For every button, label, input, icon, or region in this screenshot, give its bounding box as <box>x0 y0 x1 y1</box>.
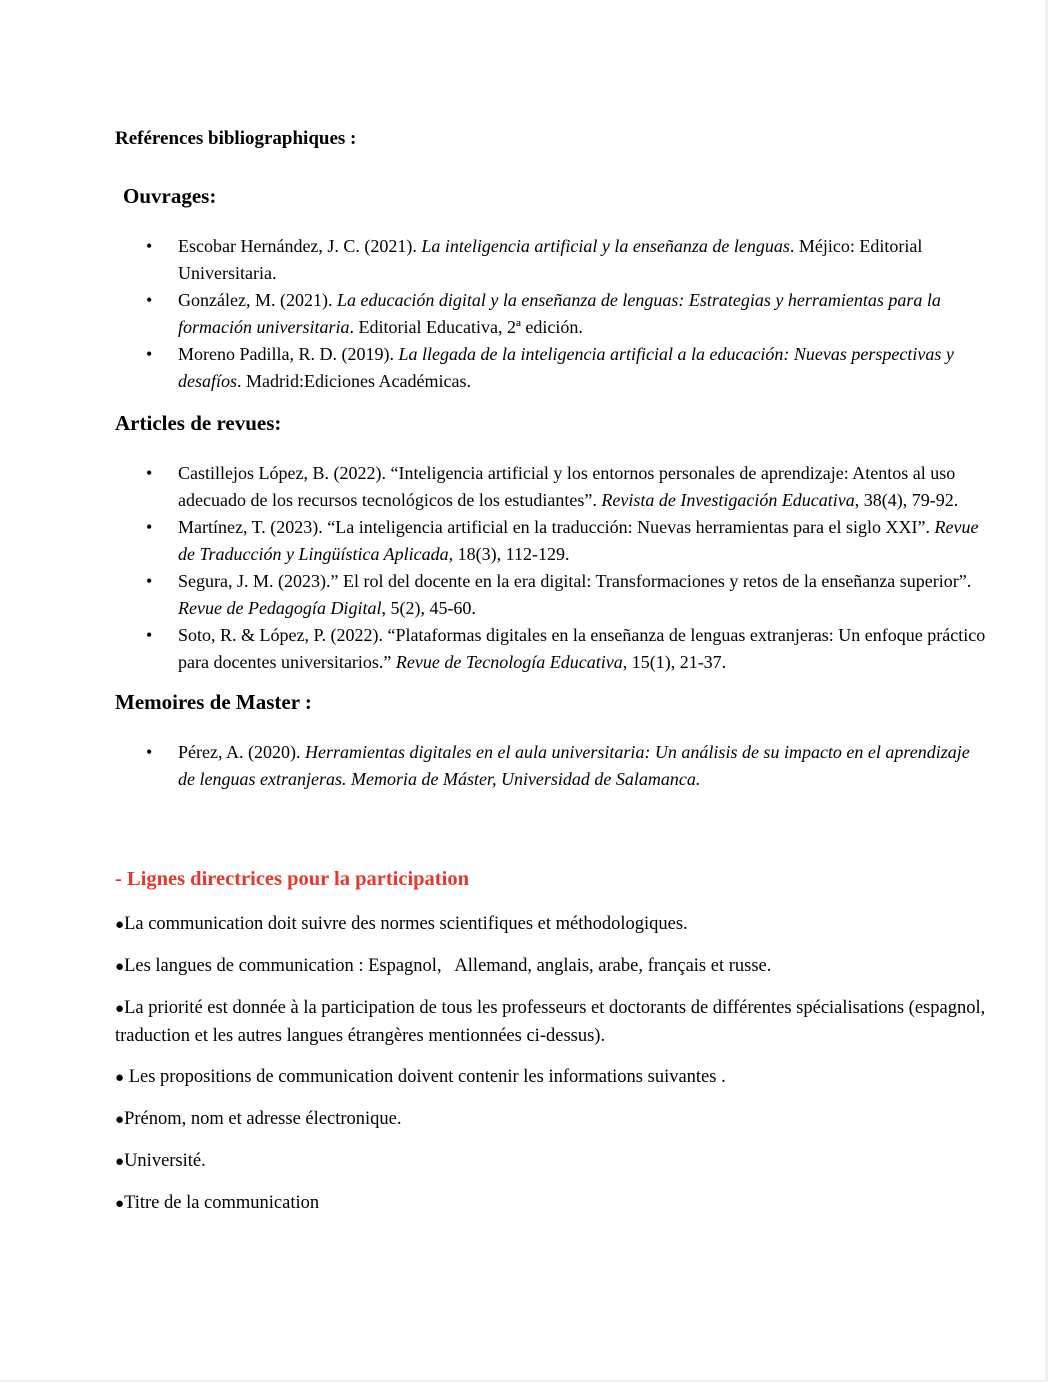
guideline-item <box>115 1190 990 1218</box>
reference-text: Moreno Padilla, R. D. (2019). La llegada de la inteligencia artificial a la educación: Nuevas perspectivas y desafíos. Madrid:Ediciones Académicas. <box>178 343 954 391</box>
bullet-icon: ● <box>115 958 125 975</box>
bullet-icon: ● <box>115 1069 125 1086</box>
reference-text: Castillejos López, B. (2022). “Inteligencia artificial y los entornos personales de aprendizaje: Atentos al uso adecuado de los recursos tecnológicos de los estudiantes”. Revista de Investigación Educativa, 38(4), 79-92. <box>178 463 959 511</box>
bullet-icon: ● <box>115 1153 125 1170</box>
bullet-icon: • <box>146 343 153 364</box>
bullet-icon: ● <box>115 1000 125 1017</box>
guideline-text: Les propositions de communication doivent contenir les informations suivantes . <box>124 1066 726 1087</box>
guideline-text: Prénom, nom et adresse électronique. <box>124 1108 402 1129</box>
guideline-item <box>115 953 990 981</box>
bullet-icon: ● <box>115 916 125 933</box>
bullet-icon: • <box>146 517 153 538</box>
reference-text: Segura, J. M. (2023).” El rol del docente en la era digital: Transformaciones y retos de la enseñanza superior”. Revue de Pedagogía Digital, 5(2), 45-60. <box>178 571 972 619</box>
reference-text: Martínez, T. (2023). “La inteligencia artificial en la traducción: Nuevas herramientas para el siglo XXI”. Revue de Traducción y Lingüística Aplicada, 18(3), 112-129. <box>178 517 979 565</box>
reference-item <box>115 622 990 676</box>
bullet-icon: • <box>146 571 153 592</box>
guideline-item <box>115 911 990 939</box>
reference-item <box>115 341 990 395</box>
reference-text: Escobar Hernández, J. C. (2021). La inteligencia artificial y la enseñanza de lenguas. Méjico: Editorial Universitaria. <box>178 235 923 283</box>
memoires-list <box>115 739 990 793</box>
guideline-text: La priorité est donnée à la participation de tous les professeurs et doctorants de différentes spécialisations (espagnol, traduction et les autres langues étrangères mentionnées ci-dessus). <box>115 997 990 1046</box>
guideline-item <box>115 995 990 1050</box>
guideline-item <box>115 1106 990 1134</box>
guideline-text: La communication doit suivre des normes scientifiques et méthodologiques. <box>124 913 688 934</box>
reference-text: Pérez, A. (2020). Herramientas digitales en el aula universitaria: Un análisis de su impacto en el aprendizaje de lenguas extranjeras. Memoria de Máster, Universidad de Salamanca. <box>178 742 970 790</box>
reference-item <box>115 739 990 793</box>
guideline-text: Les langues de communication : Espagnol, Allemand, anglais, arabe, français et russe. <box>124 955 772 976</box>
articles-list <box>115 460 990 676</box>
bullet-icon: • <box>146 235 153 256</box>
guideline-text: Université. <box>124 1150 206 1171</box>
guidelines-heading: - Lignes directrices pour la participation <box>115 868 469 891</box>
guideline-item <box>115 1064 990 1092</box>
bibliography-heading: Reférences bibliographiques : <box>115 128 357 149</box>
reference-item <box>115 568 990 622</box>
memoires-heading: Memoires de Master : <box>115 690 312 715</box>
guideline-text: Titre de la communication <box>124 1192 320 1213</box>
articles-heading: Articles de revues: <box>115 410 282 435</box>
reference-item <box>115 514 990 568</box>
reference-text: Soto, R. & López, P. (2022). “Plataformas digitales en la enseñanza de lenguas extranjeras: Un enfoque práctico para docentes universitarios.” Revue de Tecnología Educativa, 15(1), 21-37. <box>178 625 986 673</box>
reference-item <box>115 287 990 341</box>
bullet-icon: • <box>146 289 153 310</box>
bullet-icon: • <box>146 463 153 484</box>
bullet-icon: • <box>146 742 153 763</box>
guidelines-list <box>115 911 990 1218</box>
reference-item <box>115 233 990 287</box>
guideline-item <box>115 1148 990 1176</box>
bullet-icon: ● <box>115 1111 125 1128</box>
ouvrages-list <box>115 233 990 395</box>
ouvrages-heading: Ouvrages: <box>123 183 217 208</box>
reference-item <box>115 460 990 514</box>
bullet-icon: ● <box>115 1195 125 1212</box>
reference-text: González, M. (2021). La educación digital y la enseñanza de lenguas: Estrategias y herramientas para la formación universitaria. Editorial Educativa, 2ª edición. <box>178 289 941 337</box>
bullet-icon: • <box>146 625 153 646</box>
